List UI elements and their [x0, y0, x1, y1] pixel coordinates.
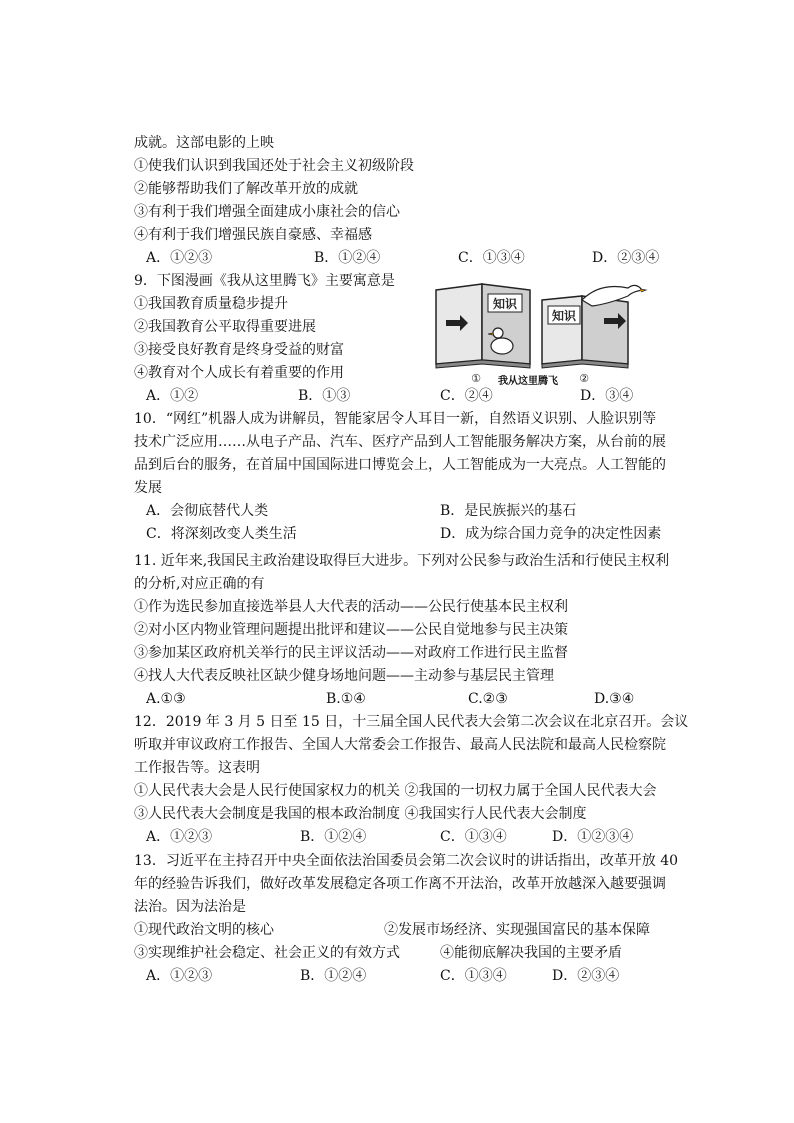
q11-item-3: ③参加某区政府机关举行的民主评议活动——对政府工作进行民主监督: [134, 645, 568, 661]
q10-option-d: D．成为综合国力竞争的决定性因素: [440, 526, 662, 542]
q9-option-c: C．②④: [440, 388, 493, 404]
panel-1-number: ①: [471, 372, 481, 385]
q13-stem-line-1: 13．习近平在主持召开中央全面依法治国委员会第二次会议时的讲话指出，改革开放 40: [134, 853, 679, 869]
q10-option-b: B．是民族振兴的基石: [440, 503, 577, 519]
q9-item-4: ④教育对个人成长有着重要的作用: [134, 365, 344, 381]
panel-2-number: ②: [579, 372, 589, 385]
q8-option-c: C．①③④: [458, 250, 525, 266]
q13-option-a: A．①②③: [146, 968, 213, 984]
q9-option-b: B．①③: [298, 388, 351, 404]
book-label-1: 知识: [492, 297, 518, 311]
q11-item-1: ①作为选民参加直接选举县人大代表的活动——公民行使基本民主权利: [134, 599, 568, 615]
q10-option-a: A．会彻底替代人类: [146, 503, 269, 519]
q8-item-3: ③有利于我们增强全面建成小康社会的信心: [134, 204, 400, 220]
q10-stem-line-3: 品到后台的服务，在首届中国国际进口博览会上，人工智能成为一大亮点。人工智能的: [134, 457, 666, 473]
q12-items-row-2: ③人民代表大会制度是我国的根本政治制度 ④我国实行人民代表大会制度: [134, 806, 587, 822]
q9-item-3: ③接受良好教育是终身受益的财富: [134, 342, 344, 358]
q13-item-1: ①现代政治文明的核心: [134, 922, 274, 938]
q13-option-d: D．②③④: [552, 968, 620, 984]
q12-option-d: D．①②③④: [552, 829, 634, 845]
q8-stem-continuation: 成就。这部电影的上映: [134, 135, 274, 151]
q9-item-1: ①我国教育质量稳步提升: [134, 296, 288, 312]
q12-stem-line-1: 12．2019 年 3 月 5 日至 15 日，十三届全国人民代表大会第二次会议在北京召开。会议: [134, 714, 689, 730]
q13-item-2: ②发展市场经济、实现强国富民的基本保障: [384, 922, 650, 938]
q11-option-b: B.①④: [326, 691, 366, 707]
q8-item-4: ④有利于我们增强民族自豪感、幸福感: [134, 227, 372, 243]
q9-stem: 9．下图漫画《我从这里腾飞》主要寓意是: [134, 273, 395, 289]
q11-item-2: ②对小区内物业管理问题提出批评和建议——公民自觉地参与民主决策: [134, 622, 568, 638]
cartoon-panel-1: [436, 284, 530, 385]
q8-item-1: ①使我们认识到我国还处于社会主义初级阶段: [134, 158, 414, 174]
q12-stem-line-3: 工作报告等。这表明: [134, 760, 260, 776]
cartoon-panel-2: [542, 285, 646, 385]
q11-option-d: D.③④: [594, 691, 635, 707]
q13-option-b: B．①②④: [300, 968, 367, 984]
q9-option-d: D．③④: [580, 388, 634, 404]
q12-stem-line-2: 听取并审议政府工作报告、全国人大常委会工作报告、最高人民法院和最高人民检察院: [134, 737, 666, 753]
q9-item-2: ②我国教育公平取得重要进展: [134, 319, 316, 335]
q12-option-a: A．①②③: [146, 829, 213, 845]
q8-option-b: B．①②④: [314, 250, 381, 266]
q11-item-4: ④找人大代表反映社区缺少健身场地问题——主动参与基层民主管理: [134, 668, 554, 684]
q9-option-a: A．①②: [146, 388, 199, 404]
q10-stem-line-1: 10．“网红”机器人成为讲解员，智能家居令人耳目一新，自然语义识别、人脸识别等: [134, 411, 657, 427]
q13-item-3: ③实现维护社会稳定、社会正义的有效方式: [134, 945, 400, 961]
q11-option-a: A.①③: [146, 691, 186, 707]
q11-stem-line-1: 11. 近年来,我国民主政治建设取得巨大进步。下列对公民参与政治生活和行使民主权利: [134, 553, 670, 569]
duck-icon: [491, 338, 513, 354]
q10-stem-line-4: 发展: [134, 480, 162, 496]
q8-item-2: ②能够帮助我们了解改革开放的成就: [134, 181, 358, 197]
q8-option-d: D．②③④: [592, 250, 660, 266]
q8-option-a: A．①②③: [146, 250, 213, 266]
q10-option-c: C．将深刻改变人类生活: [146, 526, 297, 542]
q11-option-c: C.②③: [468, 691, 508, 707]
q13-stem-line-2: 年的经验告诉我们，做好改革发展稳定各项工作离不开法治，改革开放越深入越要强调: [134, 876, 666, 892]
q12-option-b: B．①②④: [300, 829, 367, 845]
q13-stem-line-3: 法治。因为法治是: [134, 899, 246, 915]
q13-item-4: ④能彻底解决我国的主要矛盾: [440, 945, 622, 961]
q13-option-c: C．①③④: [440, 968, 507, 984]
q12-items-row-1: ①人民代表大会是人民行使国家权力的机关 ②我国的一切权力属于全国人民代表大会: [134, 783, 657, 799]
q12-option-c: C．①③④: [440, 829, 507, 845]
q11-stem-line-2: 的分析,对应正确的有: [134, 576, 265, 592]
cartoon-caption: 我从这里腾飞: [498, 376, 558, 387]
q10-stem-line-2: 技术广泛应用……从电子产品、汽车、医疗产品到人工智能服务解决方案，从台前的展: [134, 434, 666, 450]
book-label-2: 知识: [551, 309, 577, 323]
